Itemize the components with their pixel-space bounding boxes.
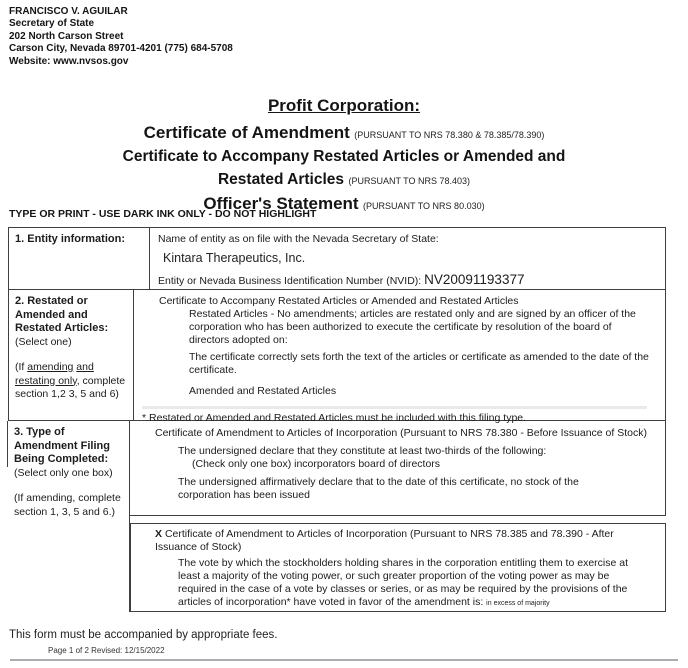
section-3-content-cell [130,421,666,612]
page-info: Page 1 of 2 Revised: 12/15/2022 [48,646,165,655]
section-1-content-cell [150,228,665,289]
section-3-select-note: (Select only one box) [14,466,113,479]
section-3-if-note: (If amending, complete section 1, 3, 5 and 6.) [14,492,121,518]
ink-instruction: TYPE OR PRINT - USE DARK INK ONLY - DO NOT HIGHLIGHT [9,208,317,220]
section-3-row [8,421,666,612]
vote-statement: The vote by which the stockholders holding shares in the corporation entitling them to exercise at least a majority of the voting power, or such greater proportion of the voting power as may be required in the case of a vote by classes or series, or as may be required by the provisions of the articles of incorporation* have voted in favor of the amendment is: in excess of majority [178,557,628,609]
section-2-row [8,290,666,424]
fees-note: This form must be accompanied by appropriate fees. [9,629,278,641]
section-2-content-cell [134,290,665,424]
option-amended-and-restated: Amended and Restated Articles [189,385,337,397]
section-2-footnote: * Restated or Amended and Restated Articles must be included with this filing type. [142,412,527,424]
section-3-label: 3. Type of Amendment Filing Being Completed: (Select only one box) [14,426,113,479]
nvid-label: Entity or Nevada Business Identification Number (NVID): [158,275,422,287]
section-1-label-cell [9,228,150,289]
form-heading: Profit Corporation: [267,96,421,115]
letterhead-name: FRANCISCO V. AGUILAR [9,6,128,17]
section-2-label-cell [9,290,134,420]
check-one-box-line: (Check only one box) incorporators board of directors [192,458,441,470]
title-officers-statement: Officer's Statement (PURSUANT TO NRS 80.030) [203,194,485,213]
section-1-label: 1. Entity information: [15,233,125,245]
title-block [0,96,688,219]
letterhead [9,6,233,68]
section-3-label-cell [8,421,130,612]
section-1-row [8,228,666,290]
title-accompany-restated-line1: Certificate to Accompany Restated Articles or Amended and [122,148,566,165]
nvid-line [158,273,657,288]
letterhead-address: 202 North Carson Street [9,30,124,42]
certificate-correctly-text: The certificate correctly sets forth the text of the articles or certificate as amended to the date of the certificate. [189,351,649,376]
letterhead-website: Website: www.nvsos.gov [9,55,129,67]
section-2-label: 2. Restated or Amended and Restated Articles: [15,295,109,334]
selected-checkbox-mark: X [155,528,163,541]
bottom-rule [10,659,678,661]
vote-value: in excess of majority [486,600,550,608]
letterhead-city-phone: Carson City, Nevada 89701-4201 (775) 684-5708 [9,43,233,55]
amendment-after-issuance-box [130,523,666,612]
entity-name-value: Kintara Therapeutics, Inc. [163,251,306,265]
option-restated-no-amendments: Restated Articles - No amendments; articles are restated only and are signed by an officer of the corporation who has been authorized to execute the certificate by resolution of the board of directors adopted on: [189,308,636,346]
title-accompany-restated-line2: Restated Articles (PURSUANT TO NRS 78.403) [217,171,471,188]
letterhead-title: Secretary of State [9,18,95,30]
entity-name-label: Name of entity as on file with the Nevada Secretary of State: [158,233,439,245]
undersigned-declare-line: The undersigned declare that they constitute at least two-thirds of the following: [178,445,547,457]
nvid-value: NV20091193377 [424,272,525,287]
after-issuance-title: X Certificate of Amendment to Articles of Incorporation (Pursuant to NRS 78.385 and 78.390 - After Issuance of Stock) [155,528,614,554]
option-accompany-restated: Certificate to Accompany Restated Articles or Amended and Restated Articles [159,295,519,307]
title-certificate-of-amendment: Certificate of Amendment (PURSUANT TO NRS 78.380 & 78.385/78.390) [143,123,545,142]
scan-artifact-line [142,406,647,409]
section-2-select-note: (Select one) [15,335,72,348]
amendment-before-issuance-box [130,421,666,516]
no-stock-issued-line: The undersigned affirmatively declare that to the date of this certificate, no stock of the corporation has been issued [178,476,579,501]
section-2-if-note: (If amending and restating only, complete section 1,2 3, 5 and 6) [15,361,126,400]
form-table [8,227,666,612]
before-issuance-title: Certificate of Amendment to Articles of Incorporation (Pursuant to NRS 78.380 - Before Issuance of Stock) [155,427,647,439]
